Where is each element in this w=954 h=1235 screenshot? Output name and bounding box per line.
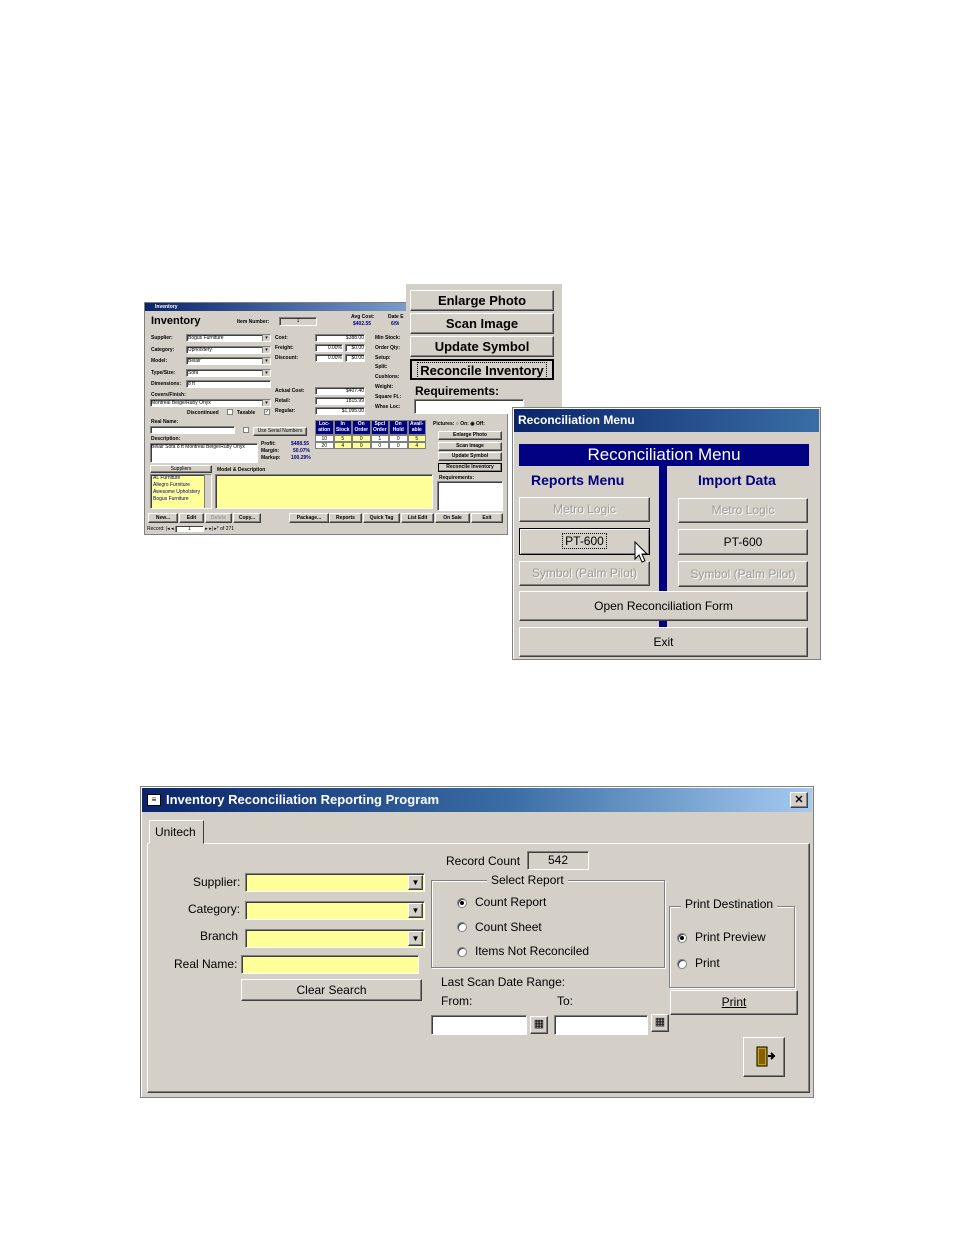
date-value: 6/9/: [391, 321, 400, 327]
chevron-down-icon[interactable]: ▾: [262, 347, 270, 353]
recon-menu-title-bar: [514, 409, 819, 432]
spec-label: Split:: [375, 364, 388, 371]
supplier-label: Supplier:: [193, 875, 241, 889]
inv-requirements-field[interactable]: [437, 481, 503, 511]
inv-bottom-button[interactable]: Exit: [471, 513, 503, 523]
spec-label: Cushions:: [375, 374, 400, 381]
print-option-label: Print Preview: [695, 930, 766, 944]
stock-cell: 0: [389, 435, 408, 442]
print-destination-legend: Print Destination: [681, 897, 777, 911]
inv-bottom-button[interactable]: Quick Tag: [363, 513, 400, 523]
taxable-checkbox[interactable]: ✓: [265, 409, 270, 415]
record-count-value: 542: [527, 851, 589, 870]
description-field[interactable]: Belair Sofa 8 ft Montreal Beige/Ruby Onyx: [150, 443, 258, 463]
spec-label: Order Qty:: [375, 344, 401, 351]
real-name-input[interactable]: [241, 955, 419, 974]
covers-value: Montreal Beige/Ruby Onyx: [151, 400, 211, 406]
cost-label: Freight:: [275, 345, 294, 351]
form-icon: ≡: [147, 794, 161, 806]
category-label: Category:: [188, 902, 241, 916]
reports-symbol-button[interactable]: Symbol (Palm Pilot): [519, 561, 650, 586]
inv-side-button[interactable]: Scan Image: [438, 442, 502, 451]
covers-field[interactable]: [150, 399, 271, 407]
cost-label: Discount:: [275, 355, 299, 361]
print-button[interactable]: [670, 990, 798, 1015]
margin-value: 50.07%: [293, 448, 310, 454]
chevron-down-icon[interactable]: ▾: [262, 358, 270, 364]
radio-button[interactable]: [457, 922, 467, 932]
zoom-requirements-label: Requirements:: [415, 384, 500, 398]
from-date-input[interactable]: [431, 1015, 527, 1035]
zoom-buttons-panel: [406, 284, 562, 414]
clear-search-button[interactable]: Clear Search: [241, 979, 422, 1001]
supplier-list[interactable]: [150, 474, 212, 509]
price-field[interactable]: 1815.99: [315, 397, 365, 405]
print-option[interactable]: [677, 930, 766, 944]
field-value: Sofa: [188, 369, 199, 376]
recon-program-title: Inventory Reconciliation Reporting Program: [166, 792, 440, 807]
inv-requirements-label: Requirements:: [439, 475, 475, 481]
stock-cell: 0: [352, 442, 371, 449]
stock-header: In Stock: [334, 420, 353, 435]
tab-unitech-label: Unitech: [155, 825, 196, 839]
suppliers-button[interactable]: Suppliers: [150, 465, 212, 473]
spec-label: Setup:: [375, 354, 391, 361]
recon-menu-window: [512, 407, 821, 660]
stock-header: Loc-ation: [315, 420, 334, 435]
zoom-button[interactable]: [410, 359, 554, 380]
zoom-requirements-field[interactable]: [414, 399, 524, 414]
field-value: Belair: [188, 358, 201, 364]
profit-label: Profit:: [261, 441, 276, 447]
supplier-list-item[interactable]: Bogus Furniture: [153, 496, 189, 502]
report-option[interactable]: [457, 944, 589, 958]
radio-button[interactable]: [677, 959, 687, 969]
profit-value: $488.55: [291, 441, 310, 447]
recon-menu-title: Reconciliation Menu: [518, 413, 635, 427]
margin-label: Margin:: [261, 448, 280, 454]
to-label: To:: [557, 994, 574, 1008]
cost-pct-field[interactable]: 0.00%: [315, 354, 343, 362]
spec-label: Min Stock:: [375, 335, 401, 341]
print-option[interactable]: [677, 956, 720, 970]
inv-bottom-button[interactable]: List Edit: [401, 513, 434, 523]
zoom-button-label: Update Symbol: [434, 339, 530, 354]
field-label: Dimensions:: [151, 381, 182, 387]
exit-door-graphic: [744, 1038, 784, 1076]
mouse-cursor-icon: [634, 541, 650, 565]
serial-checkbox[interactable]: [243, 427, 249, 433]
real-name-label: Real Name:: [151, 419, 179, 425]
cost-amount-field[interactable]: $0.00: [345, 354, 365, 362]
markup-value: 100.29%: [291, 455, 311, 461]
inv-bottom-button[interactable]: Delete: [205, 513, 232, 523]
stock-header: On Hold: [389, 420, 408, 435]
tab-unitech[interactable]: [149, 820, 204, 844]
supplier-list-item[interactable]: AL Furniture: [153, 475, 181, 481]
branch-select[interactable]: [245, 929, 425, 948]
cost-amount-field[interactable]: $0.00: [345, 344, 365, 352]
inv-bottom-button[interactable]: Reports: [329, 513, 362, 523]
stock-cell: 5: [408, 435, 427, 442]
markup-label: Markup:: [261, 455, 281, 461]
chevron-down-icon[interactable]: ▼: [408, 903, 423, 918]
field-value: 8 ft: [188, 381, 195, 387]
cost-label: Cost:: [275, 335, 288, 341]
calendar-icon[interactable]: ▦: [651, 1014, 669, 1032]
supplier-list-item[interactable]: Allegro Furniture: [153, 482, 190, 488]
field-input[interactable]: [186, 357, 271, 365]
field-label: Supplier:: [151, 335, 173, 341]
price-label: Actual Cost:: [275, 388, 305, 394]
supplier-list-item[interactable]: Awesome Upholstery: [153, 489, 201, 495]
print-button-label: Print: [721, 995, 747, 1009]
last-scan-label: Last Scan Date Range:: [441, 975, 566, 989]
inventory-header: Inventory: [151, 315, 201, 327]
print-destination-group: [669, 906, 795, 988]
select-report-legend: Select Report: [487, 873, 568, 887]
radio-button[interactable]: [457, 898, 467, 908]
field-input[interactable]: [186, 380, 271, 388]
report-option-label: Count Report: [475, 895, 547, 909]
chevron-down-icon[interactable]: ▼: [408, 875, 423, 890]
zoom-button-label: Scan Image: [445, 316, 519, 331]
exit-door-icon[interactable]: [743, 1037, 785, 1077]
stock-cell: 1: [371, 435, 390, 442]
model-desc-label: Model & Description: [217, 467, 266, 473]
item-number-label: Item Number:: [237, 319, 270, 325]
chevron-down-icon[interactable]: ▼: [408, 931, 423, 946]
field-input[interactable]: [186, 346, 271, 354]
stock-cell: 4: [334, 442, 353, 449]
cost-pct-field[interactable]: 0.00%: [315, 344, 343, 352]
field-label: Category:: [151, 346, 175, 353]
import-symbol-button[interactable]: Symbol (Palm Pilot): [678, 561, 808, 587]
reports-metro-logic-button[interactable]: Metro Logic: [519, 497, 650, 522]
price-field[interactable]: $1,095.00: [315, 407, 365, 415]
reports-pt600-label: PT-600: [565, 534, 604, 548]
reports-pt600-button[interactable]: [519, 528, 650, 555]
record-count-label: Record Count: [446, 854, 521, 868]
close-icon[interactable]: ✕: [790, 792, 808, 808]
price-field[interactable]: $407.40: [315, 387, 365, 395]
import-pt600-button[interactable]: PT-600: [678, 529, 808, 555]
stock-header: Avail-able: [408, 420, 427, 435]
chevron-down-icon[interactable]: ▾: [262, 370, 270, 376]
spec-label: Whse Loc:: [375, 403, 401, 410]
report-option-label: Items Not Reconciled: [475, 944, 590, 958]
stock-cell: 0: [371, 442, 390, 449]
zoom-button[interactable]: [410, 290, 554, 311]
pictures-label: Pictures: ○ On: ◉ Off:: [433, 421, 485, 427]
stock-cell: 0: [389, 442, 408, 449]
recon-program-title-bar: [142, 788, 812, 812]
report-option-label: Count Sheet: [475, 919, 542, 934]
discontinued-checkbox[interactable]: [227, 409, 233, 415]
field-label: Type/Size:: [151, 369, 176, 376]
inv-bottom-button[interactable]: On Sale: [435, 513, 470, 523]
reports-menu-header: Reports Menu: [531, 472, 625, 488]
field-input[interactable]: [186, 369, 271, 377]
price-label: Retail:: [275, 398, 291, 404]
cost-amount-field[interactable]: $388.00: [315, 334, 365, 342]
branch-label: Branch: [200, 929, 239, 943]
print-option-label: Print: [695, 956, 720, 970]
inv-side-button[interactable]: Update Symbol: [438, 452, 502, 461]
inv-side-button[interactable]: Enlarge Photo: [438, 431, 502, 440]
inventory-title: Inventory: [155, 304, 178, 310]
date-label: Date E: [388, 314, 404, 320]
stock-cell: 20: [315, 442, 334, 449]
category-select[interactable]: [245, 901, 425, 920]
use-serial-button[interactable]: Use Serial Numbers: [253, 427, 307, 436]
real-name-label: Real Name:: [174, 957, 238, 971]
stock-header: Spcl Order: [371, 420, 390, 435]
chevron-down-icon[interactable]: ▾: [262, 400, 270, 406]
stock-cell: 10: [315, 435, 334, 442]
avg-cost-label: Avg Cost:: [351, 314, 375, 320]
stock-header: On Order: [352, 420, 371, 435]
inv-bottom-button[interactable]: Edit: [179, 513, 204, 523]
zoom-button-label: Enlarge Photo: [437, 293, 527, 308]
recon-program-window: [140, 786, 814, 1098]
radio-button[interactable]: [677, 933, 687, 943]
record-nav: Record: |◂ ◂ 1 ▸ ▸| ▸* of 271: [147, 526, 235, 532]
from-label: From:: [441, 994, 473, 1008]
radio-button[interactable]: [457, 947, 467, 957]
field-input[interactable]: [186, 334, 271, 342]
stock-cell: 0: [352, 435, 371, 442]
field-value: Bogus Furniture: [188, 335, 224, 341]
covers-label: Covers/Finish:: [151, 392, 186, 398]
import-metro-logic-button[interactable]: Metro Logic: [678, 498, 808, 523]
scrollbar[interactable]: [204, 475, 211, 508]
open-recon-form-button[interactable]: Open Reconciliation Form: [519, 591, 808, 621]
avg-cost-value: $402.55: [353, 321, 372, 327]
stock-cell: 4: [408, 442, 427, 449]
inv-bottom-button[interactable]: Package...: [289, 513, 329, 523]
discontinued-label: Discontinued: [187, 410, 219, 416]
inv-bottom-button[interactable]: New...: [148, 513, 178, 523]
price-label: Regular:: [275, 408, 296, 414]
zoom-button[interactable]: [410, 313, 554, 334]
to-date-input[interactable]: [554, 1015, 648, 1035]
taxable-label: Taxable: [237, 410, 256, 416]
inv-side-button[interactable]: Reconcile Inventory: [438, 463, 502, 472]
inv-bottom-button[interactable]: Copy...: [233, 513, 261, 523]
recon-exit-button[interactable]: Exit: [519, 627, 808, 657]
menu-divider: [659, 466, 667, 650]
report-option[interactable]: [457, 895, 546, 909]
stock-cell: 5: [334, 435, 353, 442]
model-desc-field[interactable]: [215, 474, 433, 509]
spec-label: Square Ft.:: [375, 393, 402, 400]
real-name-field[interactable]: [150, 426, 235, 434]
field-value: Upholstery: [188, 346, 212, 353]
description-label: Description:: [151, 436, 181, 442]
item-number-field[interactable]: 1: [279, 317, 317, 326]
spec-label: Weight:: [375, 384, 394, 390]
zoom-button-label: Reconcile Inventory: [420, 363, 544, 378]
import-data-header: Import Data: [698, 472, 776, 488]
calendar-icon[interactable]: ▦: [530, 1016, 548, 1034]
report-option[interactable]: [457, 920, 542, 934]
recon-menu-banner: Reconciliation Menu: [519, 444, 809, 466]
supplier-select[interactable]: [245, 873, 425, 892]
chevron-down-icon[interactable]: ▾: [262, 335, 270, 341]
zoom-button[interactable]: [410, 336, 554, 357]
field-label: Model:: [151, 358, 168, 364]
